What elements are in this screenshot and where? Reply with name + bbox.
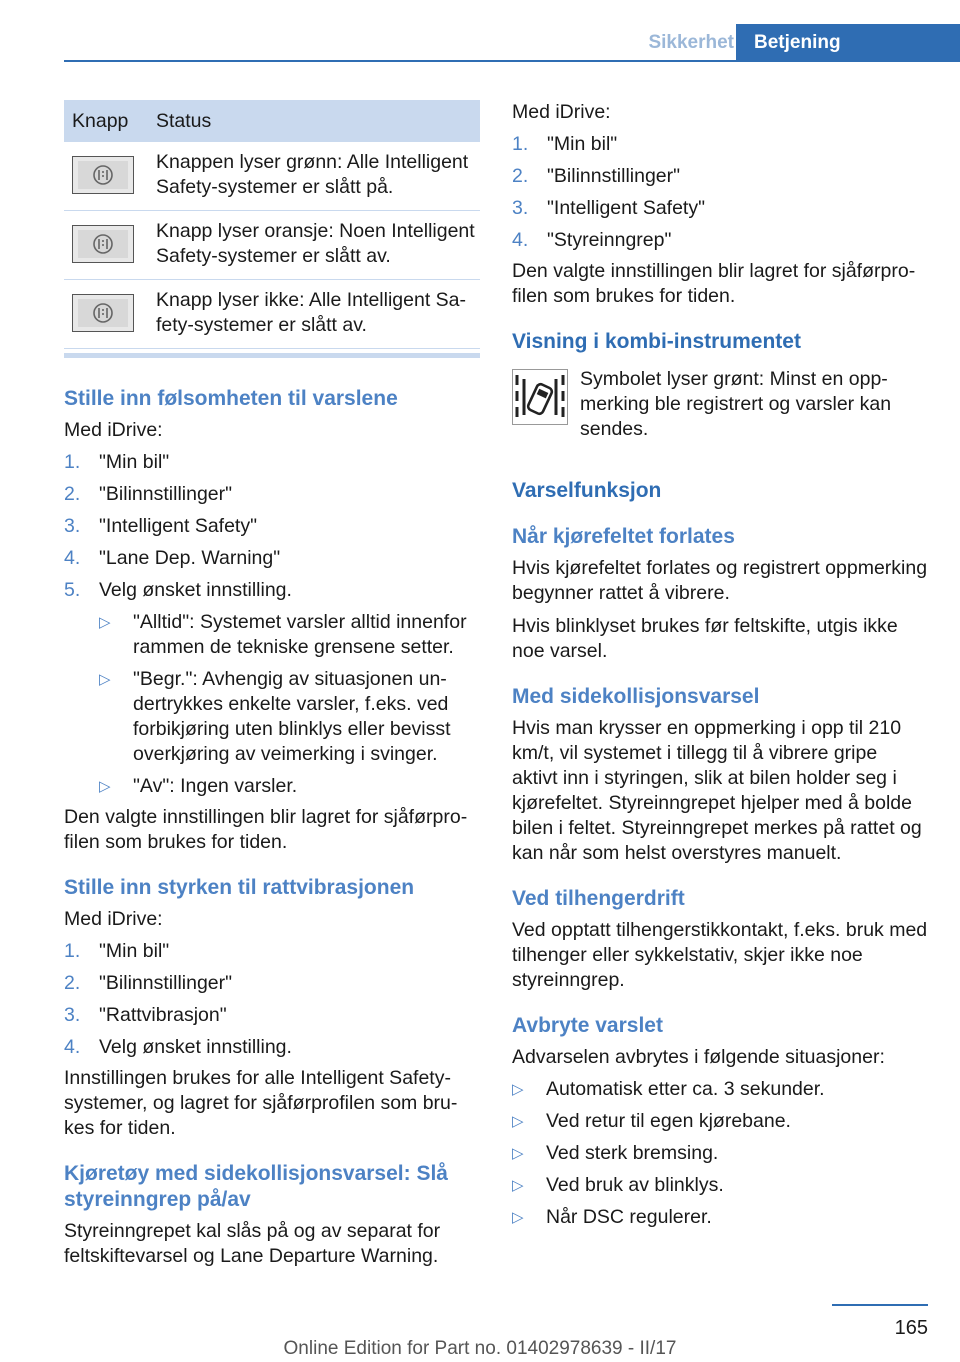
steering-intervention-text: Styreinngrepet kal slås på og av separat for feltskiftevarsel og Lane Departure Warning. (64, 1220, 441, 1267)
header-rule (64, 60, 960, 62)
setting-options (99, 610, 480, 799)
header-tab-sikkerhet[interactable]: Sikkerhet (648, 32, 734, 53)
saved-note: Den valgte innstillingen blir lagret for sjåførprofilen som brukes for tiden. (512, 260, 916, 307)
saved-note: Innstillingen brukes for alle Intelligent Safety-systemer, og lagret for sjåførprofilen som brukes for tiden. (64, 1067, 458, 1139)
section-title-steering-intervention: Kjøretøy med sidekollisjonsvarsel: Slå styreinngrep på/av (64, 1162, 448, 1211)
section-title-vibration: Stille inn styrken til rattvibrasjonen (64, 876, 415, 899)
idrive-intro: Med iDrive: (64, 908, 163, 930)
turn-signal-text: Hvis blinklyset brukes før feltskifte, utgis ikke noe varsel. (512, 615, 898, 662)
column-header-button: Knapp (64, 100, 148, 142)
list-item: 1. "Min bil" (512, 133, 618, 155)
kombi-symbol-row (512, 367, 928, 442)
list-item: ▷ Automatisk etter ca. 3 sekunder. (512, 1077, 928, 1102)
list-item: 3. "Rattvibrasjon" (64, 1004, 227, 1026)
right-column (512, 100, 928, 1230)
list-item: ▷ Ved bruk av blinklys. (512, 1173, 928, 1198)
list-item: ▷ Ved retur til egen kjørebane. (512, 1109, 928, 1134)
intelligent-safety-button-off-icon (72, 294, 134, 332)
list-item: ▷ "Begr.": Avhengig av situasjonen undertrykkes enkelte varsler, f.eks. ved forbikjøring uten blinklys eller bevisst overkjøring av veimerking i svinger. (99, 667, 480, 767)
page-number: 165 (894, 1317, 928, 1339)
list-item: 4. "Lane Dep. Warning" (64, 547, 281, 569)
header-tab-betjening[interactable]: Betjening (736, 24, 960, 60)
list-item: 1. "Min bil" (64, 451, 170, 473)
leaving-lane-text: Hvis kjørefeltet forlates og registrert oppmerking begynner rattet å vibrere. (512, 557, 928, 604)
list-item: ▷ "Av": Ingen varsler. (99, 774, 480, 799)
idrive-intro: Med iDrive: (64, 419, 163, 441)
list-item: 3. "Intelligent Safety" (64, 515, 258, 537)
list-item: ▷ Ved sterk bremsing. (512, 1141, 928, 1166)
list-item: ▷ Når DSC regulerer. (512, 1205, 928, 1230)
list-item: 4. Velg ønsket innstilling. (64, 1036, 292, 1058)
table-header-row (64, 100, 480, 142)
column-header-status: Status (148, 100, 480, 142)
page-number-rule (832, 1304, 928, 1306)
cancel-warning-list (512, 1077, 928, 1230)
list-item: 2. "Bilinnstillinger" (64, 483, 233, 505)
list-item: 5. Velg ønsket innstilling. ▷ "Alltid": Systemet varsler alltid innenfor rammen de tekniske grensene setter. ▷ "Begr.": Avhengig av situasjonen undertrykkes enkelte varsler, f.eks. ved forbikjøring uten blinklys eller bevisst overkjøring av veimerking i svinger. ▷ "Av": Ingen varsler. (64, 578, 480, 799)
steering-steps (512, 132, 928, 253)
table-cell-status: Knapp lyser ikke: Alle Intelligent Safety-systemer er slått av. (148, 280, 480, 349)
side-collision-text: Hvis man krysser en oppmerking i opp til 210 km/t, vil systemet i tillegg til å vibrere gripe aktivt inn i styringen, slik at bilen holder seg i kjørefeltet. Styreinngrepet hjelper med å bolde bilen i feltet. Styreinngrepet merkes på rattet og kan når som helst overstyres manuelt. (512, 717, 922, 864)
section-title-trailer: Ved tilhengerdrift (512, 887, 685, 910)
section-title-kombi: Visning i kombi-instrumentet (512, 330, 801, 353)
saved-note: Den valgte innstillingen blir lagret for sjåførprofilen som brukes for tiden. (64, 806, 468, 853)
section-title-sensitivity: Stille inn følsomheten til varslene (64, 387, 398, 410)
table-cell-status: Knapp lyser oransje: Noen Intelligent Safety-systemer er slått av. (148, 211, 480, 280)
list-item: 2. "Bilinnstillinger" (64, 972, 233, 994)
left-column (64, 100, 480, 1269)
cancel-warning-intro: Advarselen avbrytes i følgende situasjoner: (512, 1046, 885, 1068)
table-row (64, 142, 480, 211)
lane-departure-symbol-icon (512, 369, 568, 425)
list-item: 4. "Styreinngrep" (512, 229, 672, 251)
footer-edition: Online Edition for Part no. 01402978639 - II/17 (283, 1338, 677, 1359)
table-cell-status: Knappen lyser grønn: Alle Intelligent Safety-systemer er slått på. (148, 142, 480, 211)
list-item: 1. "Min bil" (64, 940, 170, 962)
intelligent-safety-button-green-icon (72, 156, 134, 194)
section-title-cancel-warning: Avbryte varslet (512, 1014, 663, 1037)
sensitivity-steps (64, 450, 480, 799)
vibration-steps (64, 939, 480, 1060)
table-row (64, 280, 480, 349)
section-title-warning-function: Varselfunksjon (512, 479, 662, 502)
page-header (0, 0, 960, 62)
list-item: 3. "Intelligent Safety" (512, 197, 706, 219)
kombi-symbol-text: Symbolet lyser grønt: Minst en oppmerking ble registrert og varsler kan sendes. (580, 368, 892, 440)
list-item: ▷ "Alltid": Systemet varsler alltid innenfor rammen de tekniske grensene setter. (99, 610, 480, 660)
section-title-leaving-lane: Når kjørefeltet forlates (512, 525, 735, 548)
idrive-intro: Med iDrive: (512, 101, 611, 123)
intelligent-safety-button-orange-icon (72, 225, 134, 263)
list-item: 2. "Bilinnstillinger" (512, 165, 681, 187)
trailer-text: Ved opptatt tilhengerstikkontakt, f.eks. bruk med tilhenger eller sykkelstativ, skjer ikke noe styreinngrep. (512, 919, 928, 991)
section-title-side-collision: Med sidekollisjonsvarsel (512, 685, 760, 708)
table-row (64, 211, 480, 280)
status-table (64, 100, 480, 349)
